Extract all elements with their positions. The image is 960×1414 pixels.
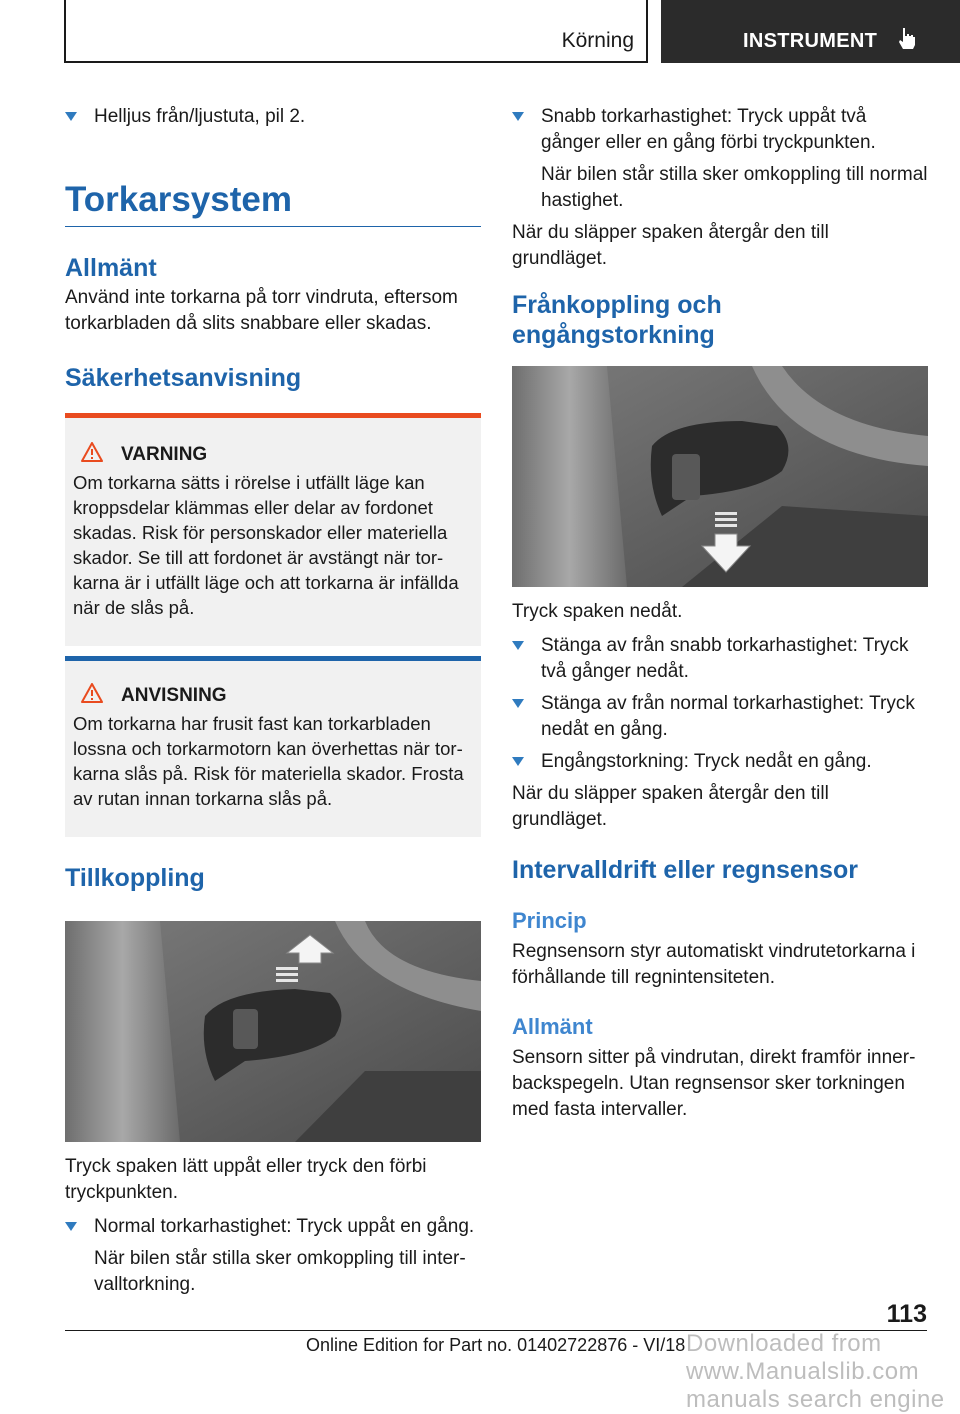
release-text-2: När du släpper spaken återgår den till grundläget. bbox=[512, 783, 829, 830]
warning-triangle-icon bbox=[81, 442, 103, 468]
triangle-bullet-icon bbox=[65, 1222, 77, 1231]
list-item bbox=[512, 749, 928, 775]
header-chapter-label: INSTRUMENT bbox=[743, 30, 878, 52]
list-item bbox=[65, 1214, 481, 1240]
watermark: Downloaded from www.Manualslib.com manuals search engine bbox=[686, 1330, 945, 1413]
header-chapter-tab[interactable] bbox=[661, 0, 960, 63]
list-item-text: Stänga av från snabb torkarhastighet: Tryck två gånger nedåt. bbox=[541, 635, 909, 682]
notice-triangle-icon bbox=[81, 683, 103, 709]
triangle-bullet-icon bbox=[512, 699, 524, 708]
list-item bbox=[512, 691, 928, 743]
footer-edition: Online Edition for Part no. 01402722876 - VI/18 bbox=[306, 1335, 686, 1355]
header-section-frame bbox=[64, 0, 648, 63]
subheading-general: Allmänt bbox=[512, 1014, 593, 1039]
section-heading-switch-on: Tillkoppling bbox=[65, 864, 205, 892]
notice-box bbox=[65, 656, 481, 837]
notice-title: ANVISNING bbox=[121, 685, 227, 706]
notice-title-row bbox=[73, 683, 473, 709]
principle-text: Regnsensorn styr automatiskt vindrutetorkarna i förhållande till regnintensiteten. bbox=[512, 941, 916, 988]
subheading-principle: Princip bbox=[512, 908, 587, 933]
wiper-lever-up-photo bbox=[65, 921, 481, 1142]
list-item-note: När bilen står stilla sker omkoppling till intervalltorkning. bbox=[94, 1248, 466, 1295]
section-heading-safety: Säkerhetsanvisning bbox=[65, 364, 302, 392]
general-text: Använd inte torkarna på torr vindruta, eftersom torkarbladen då slits snabbare eller skadas. bbox=[65, 287, 458, 334]
list-item-text: Snabb torkarhastighet: Tryck uppåt två gånger eller en gång förbi tryckpunkten. bbox=[541, 106, 876, 153]
photo-caption-up: Tryck spaken lätt uppåt eller tryck den förbi tryckpunkten. bbox=[65, 1156, 427, 1203]
triangle-bullet-icon bbox=[512, 641, 524, 650]
left-column bbox=[65, 100, 481, 1298]
notice-text: Om torkarna har frusit fast kan torkarbladen lossna och torkarmotorn kan överhettas när torkarna slås på. Risk för materiella skador. Frosta av rutan innan torkarna slås på. bbox=[73, 713, 464, 809]
warning-text: Om torkarna sätts i rörelse i utfällt läge kan kroppsdelar klämmas eller delar av fordonet skadas. Risk för personskador eller materiella skador. Se till att fordonet är avstängt när torkarna är i utfällt läge och att torkarna är infällda när de slås på. bbox=[73, 472, 459, 618]
photo-caption-down: Tryck spaken nedåt. bbox=[512, 601, 683, 622]
section-heading-switch-off: Frånkoppling och engångstorkning bbox=[512, 291, 722, 349]
list-item-text: Stänga av från normal torkarhastighet: Tryck nedåt en gång. bbox=[541, 693, 915, 740]
list-item bbox=[512, 633, 928, 685]
release-text: När du släpper spaken återgår den till grundläget. bbox=[512, 222, 829, 269]
list-item bbox=[65, 104, 481, 130]
triangle-bullet-icon bbox=[512, 112, 524, 121]
section-heading-general: Allmänt bbox=[65, 254, 157, 282]
list-item-text: Helljus från/ljustuta, pil 2. bbox=[94, 106, 306, 127]
page-title: Torkarsystem bbox=[65, 180, 481, 227]
sensor-general-text: Sensorn sitter på vindrutan, direkt framför innerbackspegeln. Utan regnsensor sker torkningen med fasta intervaller. bbox=[512, 1047, 916, 1120]
header-section-title: Körning bbox=[561, 29, 634, 52]
list-item-note: När bilen står stilla sker omkoppling till normal hastighet. bbox=[541, 164, 928, 211]
page-number: 113 bbox=[886, 1300, 927, 1328]
section-heading-interval: Intervalldrift eller regnsensor bbox=[512, 856, 858, 884]
warning-title-row bbox=[73, 442, 473, 468]
warning-title: VARNING bbox=[121, 444, 208, 465]
list-item-text: Engångstorkning: Tryck nedåt en gång. bbox=[541, 751, 872, 772]
pointing-hand-icon bbox=[897, 26, 919, 55]
right-column bbox=[512, 100, 928, 1123]
warning-box bbox=[65, 413, 481, 646]
list-item-text: Normal torkarhastighet: Tryck uppåt en gång. bbox=[94, 1216, 475, 1237]
list-item bbox=[512, 104, 928, 156]
wiper-lever-down-photo bbox=[512, 366, 928, 587]
triangle-bullet-icon bbox=[65, 112, 77, 121]
triangle-bullet-icon bbox=[512, 757, 524, 766]
